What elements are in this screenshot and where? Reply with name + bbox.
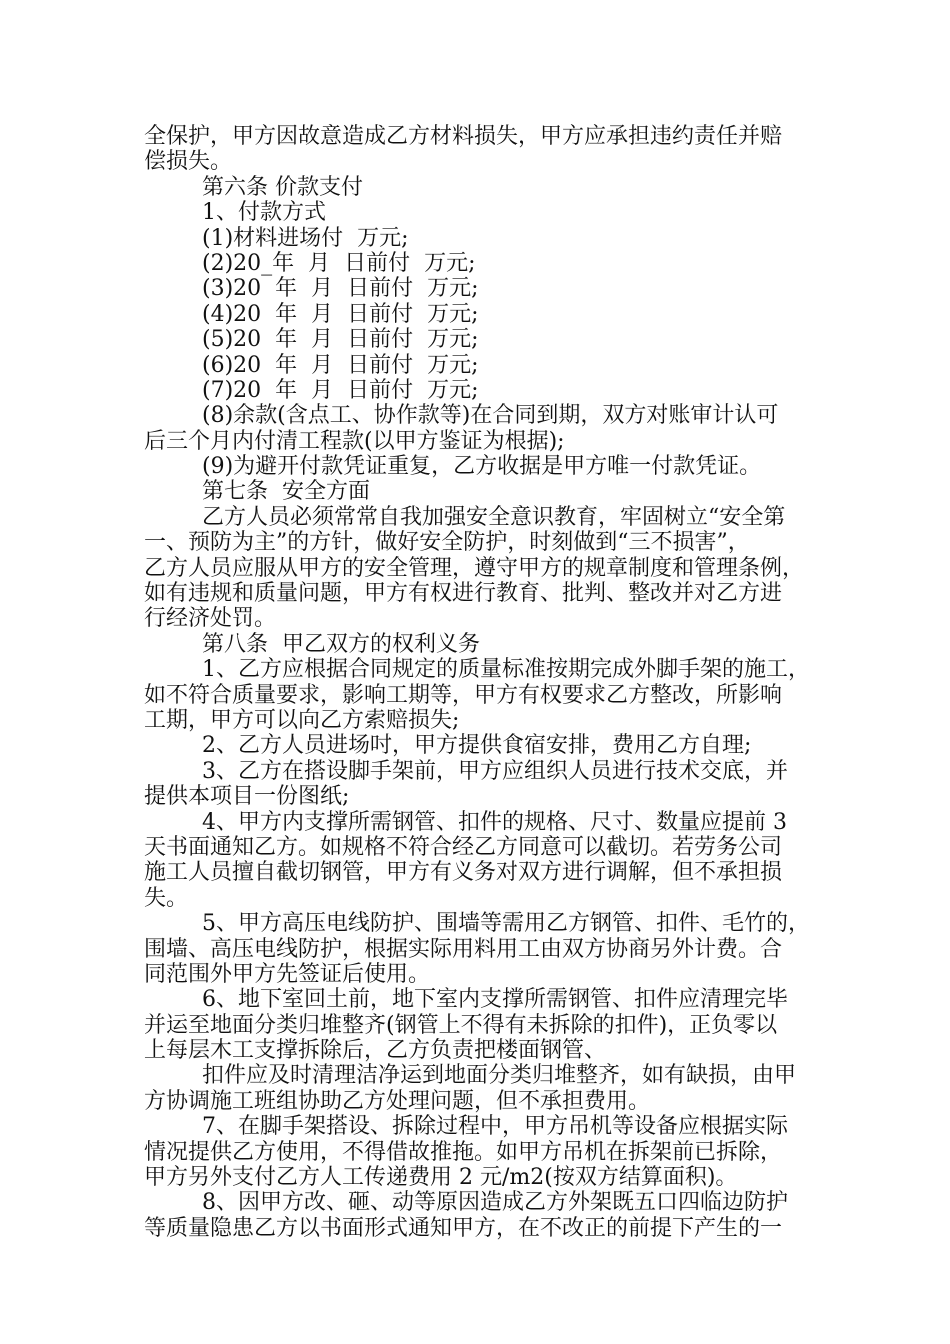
- section-heading: 第八条 甲乙双方的权利义务: [202, 631, 480, 657]
- clause-item: 2、乙方人员进场吋，甲方提供食宿安排，费用乙方自理;: [202, 733, 752, 759]
- text-line: 工期，甲方可以向乙方索赔损失;: [144, 707, 460, 733]
- subsection-heading: 1、付款方式: [202, 200, 326, 226]
- text-line: 同范围外甲方先签证后使用。: [144, 961, 431, 987]
- text-line: 上每层木工支撑拆除后，乙方负责把楼面钢管、: [144, 1038, 607, 1064]
- payment-item: (8)余款(含点工、协作款等)在合同到期，双方对账审计认可: [202, 403, 779, 429]
- clause-item: 7、在脚手架搭设、拆除过程中，甲方吊机等设备应根据实际: [202, 1114, 788, 1140]
- clause-item: 8、因甲方改、砸、动等原因造成乙方外架既五口四临边防护: [202, 1190, 788, 1216]
- payment-item: (1)材料进场付 万元;: [202, 225, 409, 251]
- payment-item: (4)20 年 月 日前付 万元;: [202, 301, 479, 327]
- text-line: 甲方另外支付乙方人工传递费用 2 元/m2(按双方结算面积)。: [144, 1165, 738, 1191]
- text-line: 失。: [144, 885, 189, 911]
- text-line: 提供本项目一份图纸;: [144, 784, 350, 810]
- payment-item: (3)20 年 月 日前付 万元;: [202, 276, 479, 302]
- text-line: 扣件应及时清理洁净运到地面分类归堆整齐，如有缺损，由甲: [202, 1063, 797, 1089]
- payment-item: (7)20 年 月 日前付 万元;: [202, 377, 479, 403]
- text-line: 如不符合质量要求，影响工期等，甲方有权要求乙方整改，所影响: [144, 682, 783, 708]
- text-line: 乙方人员应服从甲方的安全管理，遵守甲方的规章制度和管理条例，: [144, 555, 805, 581]
- clause-item: 4、甲方内支撑所需钢管、扣件的规格、尺寸、数量应提前 3: [202, 809, 787, 835]
- text-line: 等质量隐患乙方以书面形式通知甲方，在不改正的前提下产生的一: [144, 1215, 783, 1241]
- text-line: 围墙、高压电线防护，根据实际用料用工由双方协商另外计费。合: [144, 936, 783, 962]
- payment-item: (6)20 年 月 日前付 万元;: [202, 352, 479, 378]
- document-page: [144, 124, 814, 1241]
- section-heading: 第六条 价款支付: [202, 174, 363, 200]
- text-line: 方协调施工班组协助乙方处理问题，但不承担费用。: [144, 1088, 651, 1114]
- clause-item: 1、乙方应根据合同规定的质量标准按期完成外脚手架的施工，: [202, 657, 810, 683]
- text-line: 天书面通知乙方。如规格不符合经乙方同意可以截切。若劳务公司: [144, 834, 783, 860]
- text-line: 偿损失。: [144, 149, 233, 175]
- section-heading: 第七条 安全方面: [202, 479, 370, 505]
- clause-item: 5、甲方高压电线防护、围墙等需用乙方钢管、扣件、毛竹的，: [202, 911, 810, 937]
- text-line: 施工人员擅自截切钢管，甲方有义务对双方进行调解，但不承担损: [144, 860, 783, 886]
- payment-item: (9)为避开付款凭证重复，乙方收据是甲方唯一付款凭证。: [202, 454, 762, 480]
- text-line: 并运至地面分类归堆整齐(钢管上不得有未拆除的扣件)，正负零以: [144, 1012, 778, 1038]
- text-line: 后三个月内付清工程款(以甲方鉴证为根据);: [144, 428, 565, 454]
- text-line: 全保护，甲方因故意造成乙方材料损失，甲方应承担违约责任并赔: [144, 124, 783, 149]
- clause-item: 6、地下室回土前，地下室内支撑所需钢管、扣件应清理完毕: [202, 987, 788, 1013]
- text-line: 如有违规和质量问题，甲方有权进行教育、批判、整改并对乙方进: [144, 581, 783, 607]
- text-line: 情况提供乙方使用，不得借故推拖。如甲方吊机在拆架前已拆除，: [144, 1139, 783, 1165]
- payment-item: (5)20 年 月 日前付 万元;: [202, 327, 479, 353]
- clause-item: 3、乙方在搭设脚手架前，甲方应组织人员进行技术交底，并: [202, 758, 788, 784]
- text-line: 乙方人员必须常常自我加强安全意识教育，牢固树立“安全第: [202, 504, 786, 530]
- text-line: 行经济处罚。: [144, 606, 277, 632]
- text-line: 一、预防为主”的方针，做好安全防护，时刻做到“三不损害”，: [144, 530, 750, 556]
- payment-item: (2)20_年 月 日前付 万元;: [202, 250, 476, 276]
